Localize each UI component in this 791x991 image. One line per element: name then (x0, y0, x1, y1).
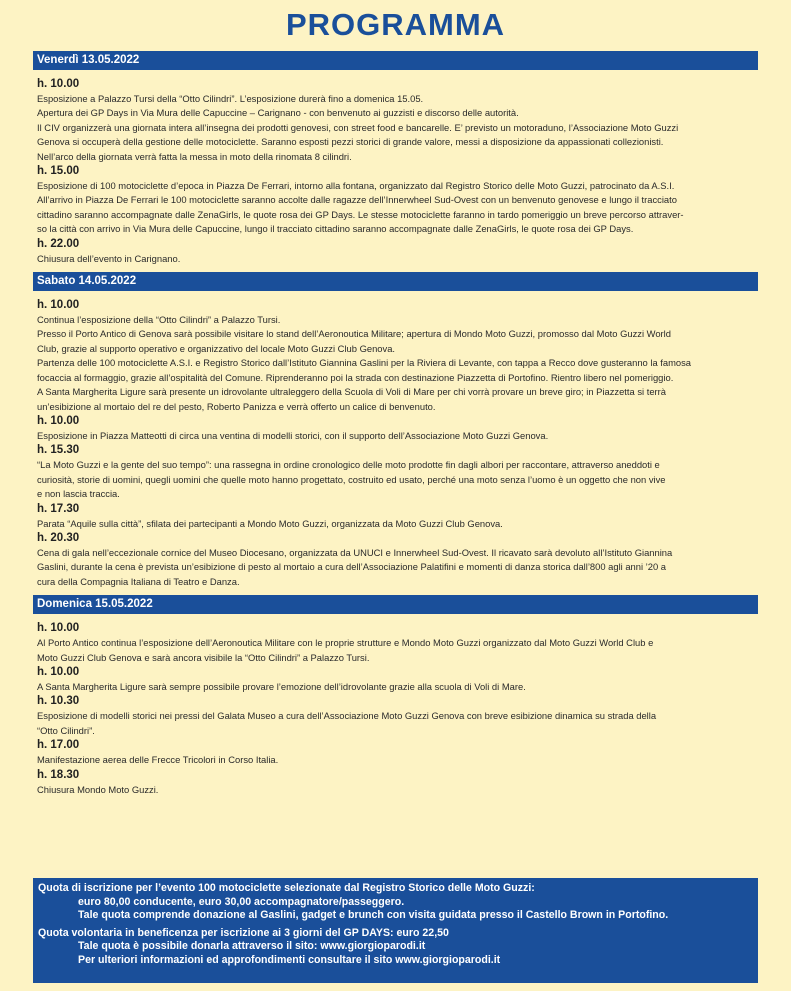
event-item (37, 531, 754, 589)
registration-fee-includes: Tale quota comprende donazione al Gaslini, gadget e brunch con visita guidata presso il Castello Brown in Portofino. (78, 909, 669, 921)
day-section-saturday (33, 272, 758, 595)
day-section-friday (33, 51, 758, 272)
event-time: h. 10.00 (37, 78, 80, 90)
event-item (37, 164, 754, 237)
event-time: h. 17.30 (37, 502, 80, 515)
day-header: Domenica 15.05.2022 (33, 595, 758, 614)
event-description: Esposizione di modelli storici nei pressi del Galata Museo a cura dell’Associazione Moto Guzzi Genova con breve esibizione dinamica su strada della “Otto Cilindri”. (37, 710, 657, 736)
event-description: Chiusura dell’evento in Carignano. (37, 252, 181, 264)
event-time: h. 10.00 (37, 414, 80, 427)
event-item (37, 621, 754, 665)
event-time: h. 15.30 (37, 444, 80, 457)
day-section-sunday (33, 595, 758, 797)
event-time: h. 10.00 (37, 665, 80, 678)
event-time: h. 18.30 (37, 768, 80, 781)
event-description: Esposizione di 100 motociclette d’epoca in Piazza De Ferrari, intorno alla fontana, organizzato dal Registro Storico delle Moto Guzzi, patrocinato da A.S.I. All’arrivo in Piazza De Ferrari le 100 motociclette saranno accolte dalle ragazze dell’Innerwheel Sud-Ovest con un benvenuto genovese e lungo il tracciato cittadino saranno accompagnate dalle ZenaGirls, le quote rosa dei GP Days. Le stesse motociclette faranno in tardo pomeriggio un breve percorso attraver- so la città con arrivo in Via Mura delle Capuccine, lungo il tracciato cittadino saranno accompagnate dalle ZenaGirls, le quote rosa dei GP Days. (37, 180, 684, 235)
event-list (33, 291, 758, 589)
event-description: A Santa Margherita Ligure sarà sempre possibile provare l’emozione dell’idrovolante grazie alla scuola di Voli di Mare. (37, 680, 526, 692)
event-time: h. 22.00 (37, 237, 80, 250)
event-time: h. 17.00 (37, 739, 80, 752)
registration-fee-amounts: euro 80,00 conducente, euro 30,00 accompagnatore/passeggero. (78, 895, 405, 908)
event-item (37, 414, 754, 443)
day-header: Venerdì 13.05.2022 (33, 51, 758, 70)
event-list (33, 70, 758, 266)
event-item (37, 694, 754, 738)
event-item (37, 443, 754, 501)
event-time: h. 10.00 (37, 622, 80, 635)
event-description: Esposizione a Palazzo Tursi della “Otto Cilindri”. L’esposizione durerà fino a domenica 15.05. Apertura dei GP Days in Via Mura delle Capuccine – Carignano - con benvenuto ai guzzisti e discorso delle autorità. Il CIV organizzerà una giornata intera all’insegna dei prodotti genovesi, con street food e bancarelle. E’ previsto un motoraduno, l’Associazione Moto Guzzi Genova si occuperà della gestione delle motociclette. Saranno esposti pezzi storici di grande valore, messi a disposizione da appassionati collezionisti. Nell’arco della giornata verrà fatta la messa in moto della rinomata 8 cilindri. (37, 93, 679, 162)
event-description: Parata “Aquile sulla città”, sfilata dei partecipanti a Mondo Moto Guzzi, organizzata da Moto Guzzi Club Genova. (37, 517, 503, 529)
page-title: PROGRAMMA (285, 7, 506, 42)
event-item (37, 768, 754, 797)
event-description: Continua l’esposizione della “Otto Cilindri” a Palazzo Tursi. Presso il Porto Antico di Genova sarà possibile visitare lo stand dell’Aeronoutica Militare; apertura di Mondo Moto Guzzi, promosso dal Moto Guzzi World Club, grazie al supporto operativo e organizzativo del locale Moto Guzzi Club Genova. Partenza delle 100 motociclette A.S.I. e Registro Storico dall’Istituto Giannina Gaslini per la Riviera di Levante, con tappa a Recco dove gusteranno la famosa focaccia al formaggio, grazie all’ospitalità del Comune. Riprenderanno poi la strada con destinazione Piazzetta di Portofino. Rientro libero nel pomeriggio. A Santa Margherita Ligure sarà presente un idrovolante ultraleggero della Scuola di Voli di Mare per chi vorrà provare un breve giro; in Piazzetta si terrà un’esibizione al mortaio del re del pesto, Roberto Panizza e verrà offerto un calice di benvenuto. (37, 314, 692, 412)
registration-fee-heading: Quota di iscrizione per l’evento 100 motociclette selezionate dal Registro Storico delle Moto Guzzi: (38, 882, 535, 894)
event-description: Cena di gala nell’eccezionale cornice del Museo Diocesano, organizzata da UNUCI e Innerwheel Sud-Ovest. Il ricavato sarà devoluto all’Istituto Giannina Gaslini, durante la cena è prevista un’esibizione di pesto al mortaio a cura dell’Associazione Palatifini e momenti di danza storica dall’800 agli anni ’20 a cura della Compagnia Italiana di Teatro e Danza. (37, 546, 673, 587)
more-info-website: Per ulteriori informazioni ed approfondimenti consultare il sito www.giorgioparodi.it (78, 953, 501, 966)
event-item (37, 298, 754, 414)
day-header: Sabato 14.05.2022 (33, 272, 758, 291)
event-item (37, 665, 754, 694)
event-item (37, 77, 754, 164)
event-description: Chiusura Mondo Moto Guzzi. (37, 783, 159, 795)
donation-website: Tale quota è possibile donarla attraverso il sito: www.giorgioparodi.it (78, 940, 426, 952)
event-time: h. 20.30 (37, 531, 80, 544)
donation-heading: Quota volontaria in beneficenza per iscrizione ai 3 giorni del GP DAYS: euro 22,50 (38, 926, 449, 939)
event-description: Al Porto Antico continua l’esposizione dell’Aeronoutica Militare con le proprie strutture e Mondo Moto Guzzi organizzato dal Moto Guzzi World Club e Moto Guzzi Club Genova e sarà ancora visibile la “Otto Cilindri” a Palazzo Tursi. (37, 637, 654, 663)
event-description: Manifestazione aerea delle Frecce Tricolori in Corso Italia. (37, 754, 279, 766)
registration-info-box (33, 878, 758, 983)
event-item (37, 738, 754, 767)
event-description: Esposizione in Piazza Matteotti di circa una ventina di modelli storici, con il supporto dell’Associazione Moto Guzzi Genova. (37, 429, 549, 441)
event-description: “La Moto Guzzi e la gente del suo tempo”: una rassegna in ordine cronologico delle moto prodotte fin dagli albori per raccontare, attraverso aneddoti e curiosità, storie di uomini, quegli uomini che quelle moto hanno progettato, costruito ed usato, perché una moto senza l’uomo è un oggetto che non vive e non lascia traccia. (37, 459, 666, 500)
event-list (33, 614, 758, 797)
event-time: h. 10.30 (37, 695, 80, 708)
event-item (37, 237, 754, 266)
event-item (37, 502, 754, 531)
event-time: h. 15.00 (37, 165, 80, 178)
event-time: h. 10.00 (37, 299, 80, 312)
